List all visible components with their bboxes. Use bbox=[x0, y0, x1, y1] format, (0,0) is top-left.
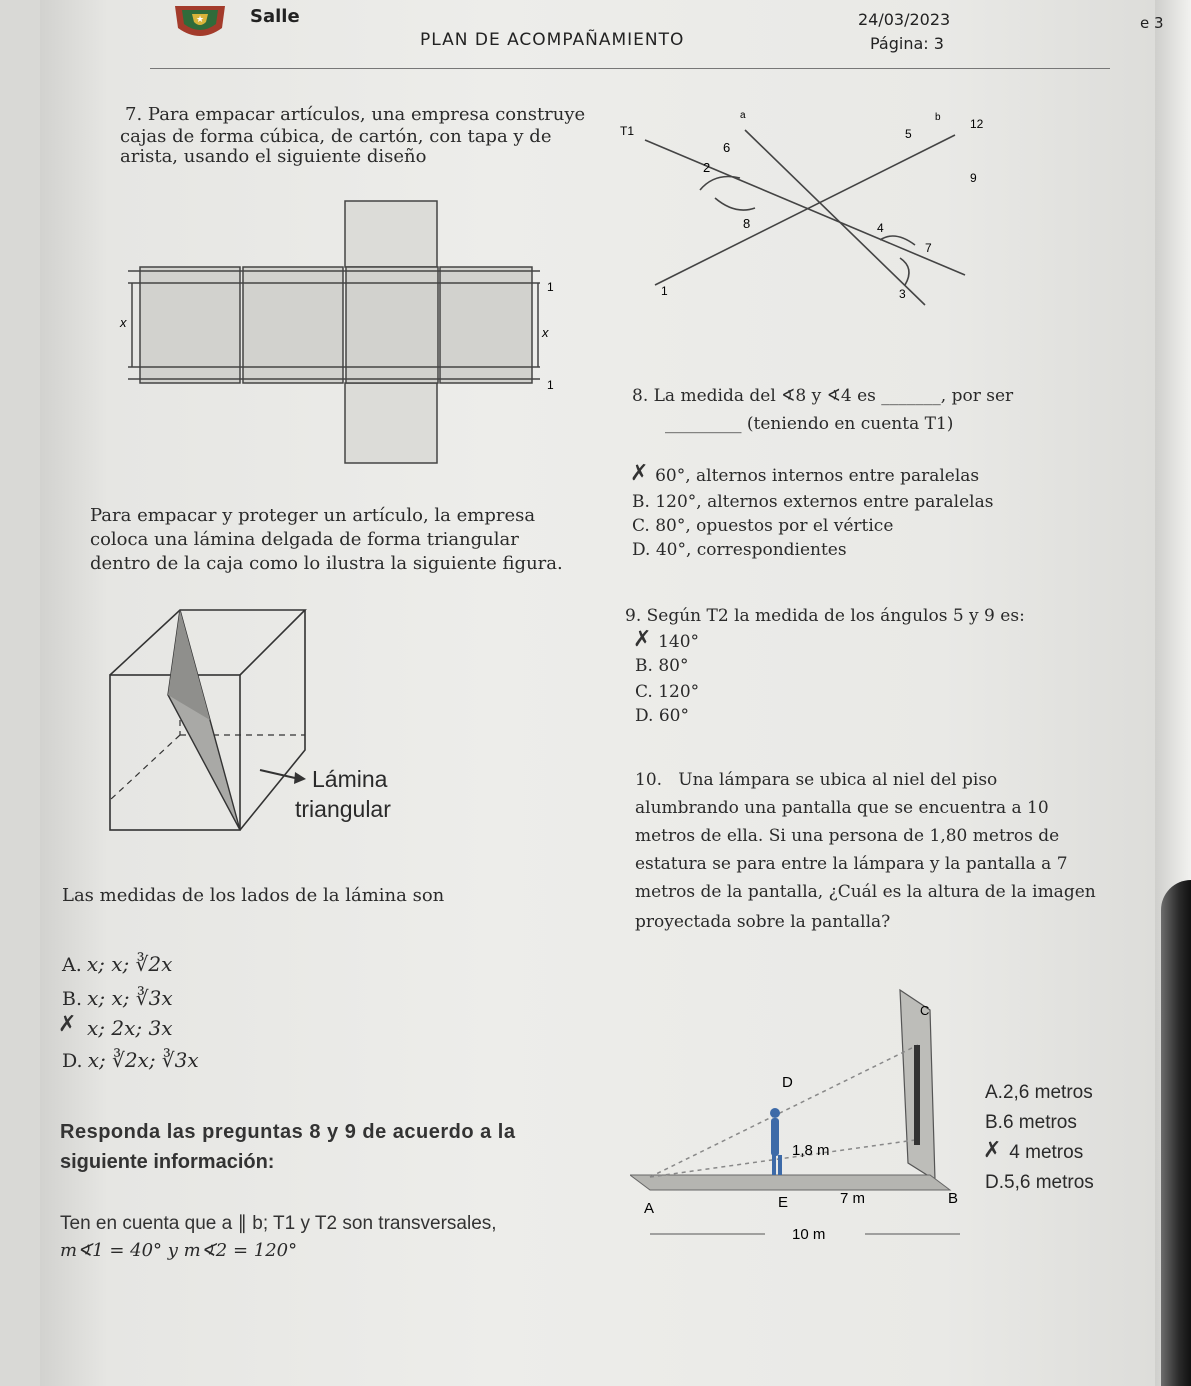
q10-line6: proyectada sobre la pantalla? bbox=[635, 912, 891, 932]
net-label-one-top: 1 bbox=[547, 280, 554, 294]
shield-icon bbox=[170, 2, 230, 44]
q10-line5: metros de la pantalla, ¿Cuál es la altura de la imagen bbox=[635, 882, 1096, 902]
net-label-x-right: x bbox=[542, 325, 549, 340]
option-letter: D. bbox=[985, 1172, 1004, 1193]
q10-option-b[interactable] bbox=[985, 1112, 1077, 1134]
info-line3: Ten en cuenta que a ∥ b; T1 y T2 son transversales, bbox=[60, 1213, 497, 1234]
option-text: 6 metros bbox=[1002, 1112, 1077, 1133]
angle-label-6: 6 bbox=[723, 140, 731, 155]
answer-mark-icon: ✗ bbox=[983, 1138, 1002, 1163]
info-line4: m∢1 = 40° y m∢2 = 120° bbox=[60, 1240, 298, 1261]
answer-mark-icon: ✗ bbox=[633, 627, 652, 652]
info-line2: siguiente información: bbox=[60, 1151, 275, 1173]
q7-option-d[interactable] bbox=[62, 1048, 199, 1072]
option-text: 4 metros bbox=[1009, 1142, 1084, 1163]
q10-line3: metros de ella. Si una persona de 1,80 metros de bbox=[635, 826, 1060, 846]
q9-option-c[interactable] bbox=[635, 682, 699, 702]
q7-option-c[interactable] bbox=[58, 1012, 173, 1040]
option-text: x; x; ∛2x bbox=[86, 952, 173, 976]
option-text: x; 2x; 3x bbox=[87, 1016, 173, 1040]
angle-label-1: 1 bbox=[661, 284, 668, 298]
fig-label-a: A bbox=[644, 1200, 655, 1217]
answer-mark-icon: ✗ bbox=[630, 461, 649, 486]
q8-option-d[interactable] bbox=[632, 540, 847, 560]
cube-label-lamina: Lámina bbox=[312, 766, 388, 792]
fig-label-e: E bbox=[778, 1194, 789, 1211]
q10-line1: 10. Una lámpara se ubica al niel del piso bbox=[635, 770, 998, 790]
q7-question: Las medidas de los lados de la lámina son bbox=[62, 885, 445, 906]
option-text: 40°, correspondientes bbox=[655, 540, 847, 560]
option-letter: B. bbox=[62, 988, 83, 1010]
lamp-screen-figure bbox=[630, 985, 980, 1249]
q7-para3: dentro de la caja como lo ilustra la siguiente figura. bbox=[90, 553, 563, 574]
school-name: Salle bbox=[250, 6, 300, 27]
option-text: x; x; ∛3x bbox=[87, 986, 173, 1010]
option-letter: A. bbox=[62, 954, 82, 976]
option-text: x; ∛2x; ∛3x bbox=[87, 1048, 199, 1072]
net-label-one-bottom: 1 bbox=[547, 378, 554, 392]
angle-label-3: 3 bbox=[899, 287, 906, 301]
option-text: 60°, alternos internos entre paralelas bbox=[655, 466, 980, 486]
fig-label-c: C bbox=[920, 1003, 930, 1018]
corner-text: e 3 bbox=[1140, 14, 1164, 32]
option-letter: D. bbox=[62, 1050, 83, 1072]
angle-label-9: 9 bbox=[970, 171, 977, 185]
q10-option-a[interactable] bbox=[985, 1082, 1093, 1104]
option-text: 80° bbox=[658, 656, 689, 676]
option-text: 80°, opuestos por el vértice bbox=[655, 516, 894, 536]
q10-option-d[interactable] bbox=[985, 1172, 1094, 1194]
option-text: 2,6 metros bbox=[1002, 1082, 1093, 1103]
answer-mark-icon: ✗ bbox=[58, 1012, 77, 1037]
q7-option-a[interactable] bbox=[62, 952, 172, 976]
page-number: Página: 3 bbox=[870, 34, 944, 53]
option-letter: C. bbox=[635, 682, 653, 702]
angle-label-7: 7 bbox=[925, 241, 932, 255]
net-label-x-left: x bbox=[120, 315, 127, 330]
q10-line4: estatura se para entre la lámpara y la pantalla a 7 bbox=[635, 854, 1068, 874]
angle-label-4: 4 bbox=[877, 221, 884, 235]
fig-label-d: D bbox=[782, 1074, 793, 1091]
q7-option-b[interactable] bbox=[62, 986, 173, 1010]
fig-label-seven: 7 m bbox=[840, 1190, 866, 1207]
angle-label-2: 2 bbox=[703, 160, 711, 175]
cube-net-figure bbox=[110, 195, 570, 474]
option-text: 5,6 metros bbox=[1004, 1172, 1094, 1193]
fig-label-b: B bbox=[948, 1190, 959, 1207]
q8-line2: _________ (teniendo en cuenta T1) bbox=[665, 414, 954, 434]
angle-label-t1: T1 bbox=[620, 124, 635, 138]
option-text: 120° bbox=[658, 682, 700, 702]
q10-line2: alumbrando una pantalla que se encuentra a 10 bbox=[635, 798, 1049, 818]
angle-label-12: 12 bbox=[970, 117, 984, 131]
q7-para1: Para empacar y proteger un artículo, la empresa bbox=[90, 505, 536, 526]
q9-option-d[interactable] bbox=[635, 706, 689, 726]
fig-label-ten: 10 m bbox=[792, 1226, 826, 1243]
phone-edge bbox=[1161, 880, 1191, 1386]
option-letter: D. bbox=[635, 706, 654, 726]
q8-line1: 8. La medida del ∢8 y ∢4 es _______, por ser bbox=[632, 386, 1014, 406]
angle-label-8: 8 bbox=[743, 216, 751, 231]
option-letter: B. bbox=[635, 656, 653, 676]
document-date: 24/03/2023 bbox=[858, 10, 951, 29]
angle-label-5: 5 bbox=[905, 127, 912, 141]
info-line1: Responda las preguntas 8 y 9 de acuerdo a la bbox=[60, 1121, 516, 1143]
option-letter: B. bbox=[985, 1112, 1003, 1133]
document-title: PLAN DE ACOMPAÑAMIENTO bbox=[420, 30, 685, 50]
header-divider bbox=[150, 68, 1110, 69]
fig-label-height: 1,8 m bbox=[792, 1142, 830, 1159]
q8-option-a[interactable] bbox=[630, 461, 980, 486]
q7-line1: 7. Para empacar artículos, una empresa construye bbox=[125, 104, 586, 125]
q9-line1: 9. Según T2 la medida de los ángulos 5 y 9 es: bbox=[625, 606, 1025, 626]
parallel-lines-figure bbox=[615, 100, 1035, 354]
q9-option-a[interactable] bbox=[633, 627, 700, 652]
option-letter: B. bbox=[632, 492, 650, 512]
option-text: 60° bbox=[658, 706, 689, 726]
q7-para2: coloca una lámina delgada de forma triangular bbox=[90, 529, 519, 550]
option-text: 120°, alternos externos entre paralelas bbox=[655, 492, 994, 512]
option-letter: A. bbox=[985, 1082, 1003, 1103]
cube-label-triangular: triangular bbox=[295, 796, 391, 822]
q8-option-b[interactable] bbox=[632, 492, 993, 512]
svg-text:★: ★ bbox=[195, 14, 205, 24]
q9-option-b[interactable] bbox=[635, 656, 688, 676]
q8-option-c[interactable] bbox=[632, 516, 893, 536]
option-text: 140° bbox=[658, 632, 700, 652]
q7-line3: arista, usando el siguiente diseño bbox=[120, 146, 427, 167]
school-logo bbox=[170, 2, 230, 44]
angle-label-b: b bbox=[935, 112, 941, 123]
option-letter: C. bbox=[632, 516, 650, 536]
angle-label-a: a bbox=[740, 110, 746, 121]
option-letter: D. bbox=[632, 540, 651, 560]
q7-line2: cajas de forma cúbica, de cartón, con tapa y de bbox=[120, 126, 552, 147]
q10-option-c[interactable] bbox=[983, 1138, 1084, 1164]
